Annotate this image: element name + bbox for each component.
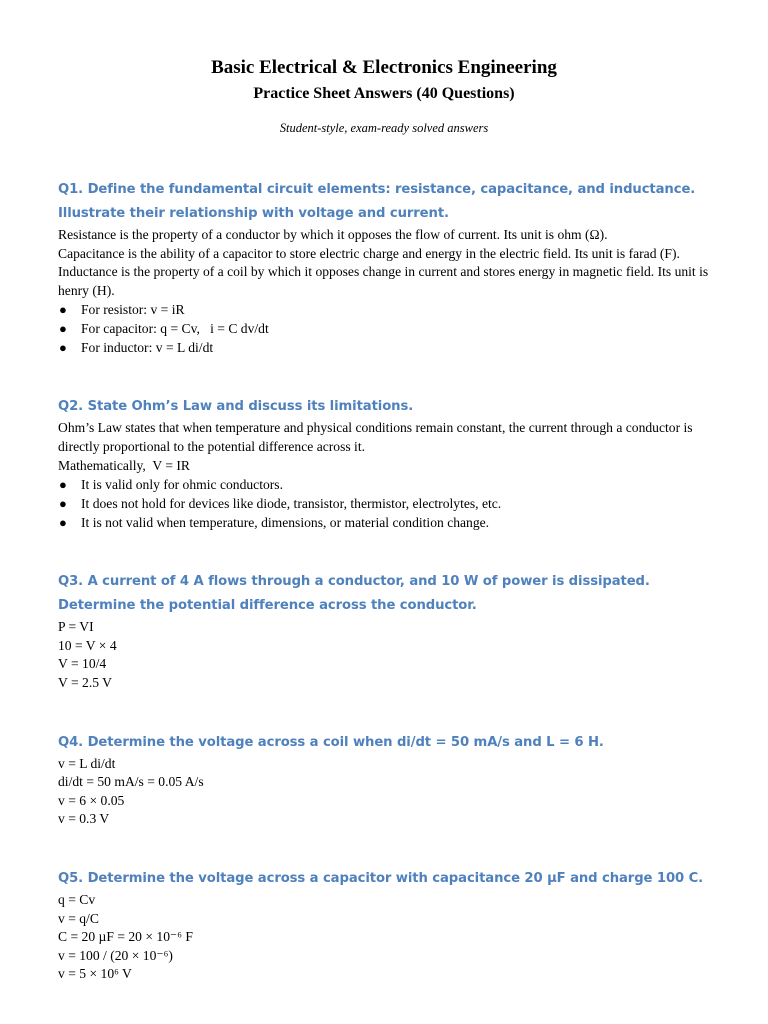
answer-line: C = 20 µF = 20 × 10⁻⁶ F <box>58 929 193 945</box>
bullet-icon: ● <box>59 340 67 356</box>
answer-line: V = 2.5 V <box>58 674 112 690</box>
answer-line: v = L di/dt <box>58 755 116 771</box>
answer-line: Mathematically, V = IR <box>58 457 191 473</box>
bullet-item <box>58 338 710 357</box>
answer-line: Inductance is the property of a coil by which it opposes change in current and stores energy in magnetic field. Its unit is henry (H). <box>58 264 709 298</box>
bullet-text: For resistor: v = iR <box>81 302 185 318</box>
bullet-text: It is valid only for ohmic conductors. <box>81 477 283 493</box>
bullet-icon: ● <box>59 496 67 512</box>
bullet-icon: ● <box>59 302 67 318</box>
answer-line: q = Cv <box>58 891 96 907</box>
question-heading: Q4. Determine the voltage across a coil when di/dt = 50 mA/s and L = 6 H. <box>58 734 604 750</box>
question-heading: Q1. Define the fundamental circuit elements: resistance, capacitance, and inductance. Illustrate their relationship with voltage and current. <box>58 182 696 221</box>
bullet-item <box>58 494 710 513</box>
document-subtitle: Practice Sheet Answers (40 Questions) <box>253 85 515 102</box>
question-2 <box>58 395 710 532</box>
bullet-item <box>58 513 710 532</box>
question-heading: Q3. A current of 4 A flows through a conductor, and 10 W of power is dissipated. Determine the potential difference across the conductor. <box>58 574 650 614</box>
bullet-text: For capacitor: q = Cv, i = C dv/dt <box>81 321 269 337</box>
answer-line: di/dt = 50 mA/s = 0.05 A/s <box>58 774 204 790</box>
bullet-text: It is not valid when temperature, dimensions, or material condition change. <box>81 515 490 531</box>
answer-line: Capacitance is the ability of a capacitor to store electric charge and energy in the electric field. Its unit is farad (F). <box>58 245 680 261</box>
bullet-text: It does not hold for devices like diode, transistor, thermistor, electrolytes, etc. <box>81 496 502 512</box>
bullet-item <box>58 319 710 338</box>
answer-line: Ohm’s Law states that when temperature and physical conditions remain constant, the current through a conductor is directly proportional to the potential difference across it. <box>58 420 693 454</box>
answer-line: v = 100 / (20 × 10⁻⁶) <box>58 947 173 963</box>
question-heading: Q5. Determine the voltage across a capacitor with capacitance 20 µF and charge 100 C. <box>58 870 704 886</box>
question-5 <box>58 867 710 984</box>
answer-line: 10 = V × 4 <box>58 637 117 653</box>
bullet-item <box>58 475 710 494</box>
document-tagline: Student-style, exam-ready solved answers <box>279 121 489 135</box>
answer-line: v = 0.3 V <box>58 811 110 827</box>
answer-line: v = 6 × 0.05 <box>58 792 125 808</box>
answer-line: P = VI <box>58 619 94 635</box>
answer-bullet-list <box>58 475 710 532</box>
question-1 <box>58 178 710 357</box>
answer-line: V = 10/4 <box>58 656 107 672</box>
question-3 <box>58 570 710 692</box>
bullet-icon: ● <box>59 321 67 337</box>
answer-line: v = q/C <box>58 910 99 926</box>
question-heading: Q2. State Ohm’s Law and discuss its limitations. <box>58 399 414 415</box>
bullet-icon: ● <box>59 515 67 531</box>
answer-line: Resistance is the property of a conductor by which it opposes the flow of current. Its unit is ohm (Ω). <box>58 227 608 242</box>
bullet-item <box>58 300 710 319</box>
bullet-text: For inductor: v = L di/dt <box>81 340 214 356</box>
question-4 <box>58 731 710 829</box>
document-title: Basic Electrical & Electronics Engineering <box>211 57 557 78</box>
bullet-icon: ● <box>59 477 67 493</box>
answer-bullet-list <box>58 300 710 357</box>
answer-line: v = 5 × 10⁶ V <box>58 966 132 982</box>
